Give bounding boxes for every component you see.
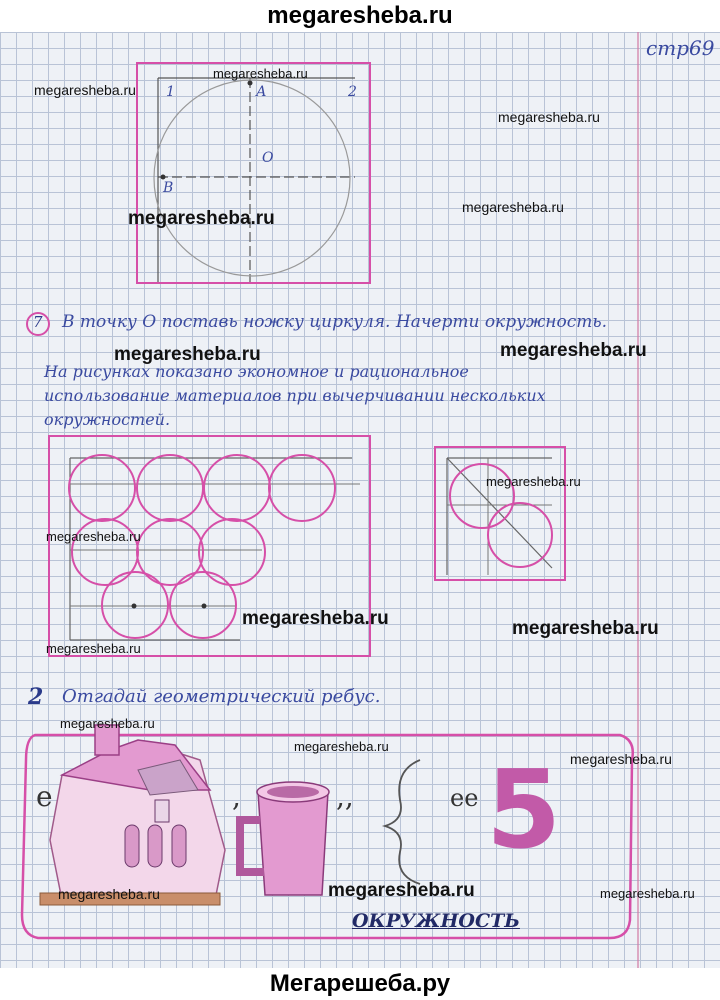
figure1-label-1: 1	[166, 84, 175, 100]
watermark: megaresheba.ru	[46, 529, 141, 544]
figure1-label-2: 2	[348, 84, 357, 100]
watermark: megaresheba.ru	[500, 340, 647, 361]
figure3-two-circles	[435, 447, 565, 580]
site-header: megaresheba.ru	[0, 0, 720, 32]
svg-text:,,: ,,	[336, 780, 354, 813]
task1-note-line2: использование материалов при вычерчивании нескольких	[44, 386, 546, 405]
figure1-label-b: В	[163, 180, 174, 196]
watermark: megaresheba.ru	[46, 641, 141, 656]
watermark: megaresheba.ru	[114, 344, 261, 365]
figure1-point-a	[248, 81, 253, 86]
figure1-label-o: О	[262, 150, 274, 166]
house-drawing	[36, 725, 241, 905]
figure1-label-a: А	[256, 84, 267, 100]
page-number: стр69	[646, 36, 715, 60]
watermark: megaresheba.ru	[213, 66, 308, 81]
watermark: megaresheba.ru	[600, 886, 695, 901]
watermark: megaresheba.ru	[58, 886, 160, 902]
task1-number: 7	[33, 313, 43, 331]
watermark: megaresheba.ru	[34, 82, 136, 98]
site-footer: Мегарешеба.ру	[0, 968, 720, 1000]
rebus-answer: ОКРУЖНОСТЬ	[352, 910, 520, 932]
watermark: megaresheba.ru	[128, 208, 275, 229]
figure1-circle	[154, 80, 350, 276]
svg-text:ee: ee	[450, 784, 479, 812]
mug-drawing	[240, 780, 354, 895]
svg-text:,: ,	[232, 780, 241, 813]
watermark: megaresheba.ru	[570, 751, 672, 767]
watermark: megaresheba.ru	[462, 199, 564, 215]
watermark: megaresheba.ru	[498, 109, 600, 125]
figure1-point-b	[161, 175, 166, 180]
watermark: megaresheba.ru	[486, 474, 581, 489]
task1-note-line3: окружностей.	[44, 410, 171, 429]
watermark: megaresheba.ru	[60, 716, 155, 731]
watermark: megaresheba.ru	[328, 880, 475, 901]
task2-instruction: Отгадай геометрический ребус.	[62, 686, 381, 707]
svg-text:e: e	[36, 780, 53, 813]
watermark: megaresheba.ru	[512, 618, 659, 639]
task1-note-line1: На рисунках показано экономное и рациональное	[44, 362, 469, 381]
brace-and-digit	[385, 760, 478, 884]
task2-number: 2	[28, 684, 44, 710]
watermark: megaresheba.ru	[294, 739, 389, 754]
task1-instruction: В точку О поставь ножку циркуля. Начерти окружность.	[62, 312, 608, 332]
watermark: megaresheba.ru	[242, 608, 389, 629]
rebus-digit: 5	[486, 748, 562, 873]
